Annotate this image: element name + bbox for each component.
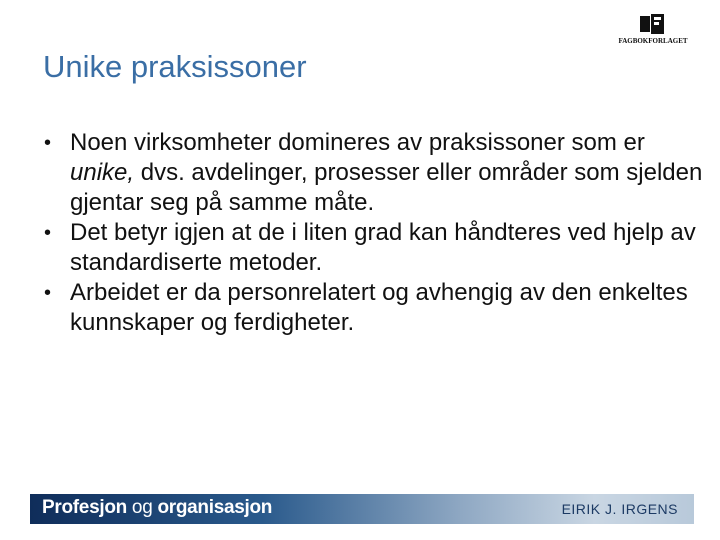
footer-banner [30, 494, 694, 524]
bullet-item [44, 218, 704, 278]
publisher-logo [618, 12, 688, 48]
book-icon [640, 14, 664, 34]
bullet-text: Det betyr igjen at de i liten grad kan håndteres ved hjelp av standardiserte metoder. [70, 219, 696, 276]
bullet-marker: • [44, 222, 52, 244]
bullet-text: Arbeidet er da personrelatert og avhengig av den enkeltes kunnskaper og ferdigheter. [70, 279, 688, 336]
bullet-list [44, 128, 704, 338]
book-title: Profesjon og organisasjon [42, 497, 273, 518]
author-name: EIRIK J. IRGENS [561, 501, 678, 517]
bullet-item [44, 278, 704, 338]
slide-title: Unike praksissoner [43, 49, 307, 84]
logo-text: FAGBOKFORLAGET [618, 37, 688, 45]
emphasized-word: unike, [70, 159, 135, 186]
bullet-item [44, 128, 704, 218]
bullet-marker: • [44, 282, 52, 304]
bullet-marker: • [44, 132, 52, 154]
bullet-text: Noen virksomheter domineres av praksissoner som er unike, dvs. avdelinger, prosesser eller områder som sjelden gjentar seg på samme måte. [70, 129, 703, 216]
